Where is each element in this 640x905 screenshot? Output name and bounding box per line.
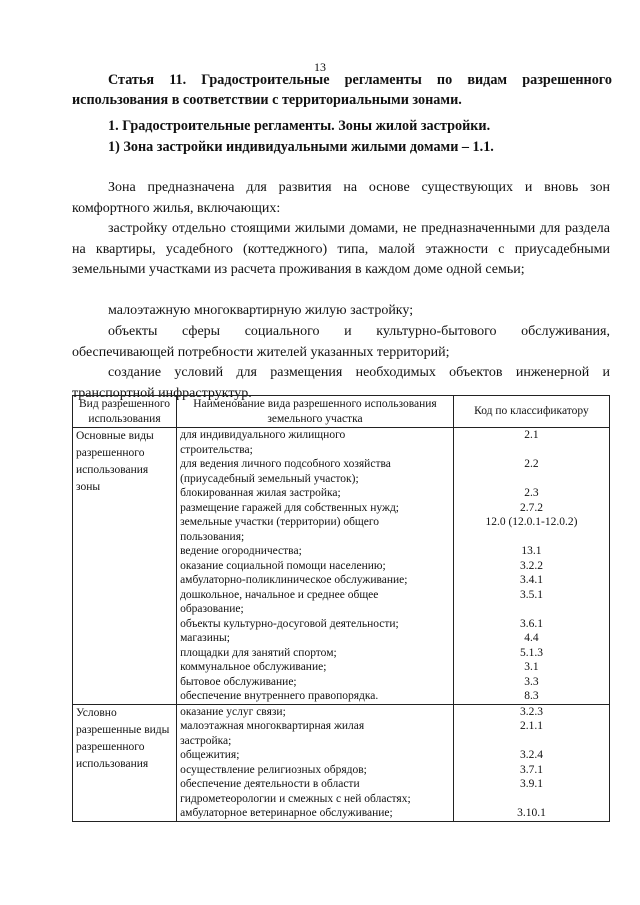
use-name-line: общежития;	[180, 749, 240, 761]
use-name-line: амбулаторно-поликлиническое обслуживание;	[180, 574, 408, 586]
classifier-code: 3.2.4	[519, 749, 543, 761]
use-name-line: для ведения личного подсобного хозяйства	[180, 458, 391, 470]
classifier-code: 3.2.2	[519, 559, 543, 572]
use-name-line: застройка;	[180, 734, 232, 747]
classifier-code: 2.3	[524, 487, 539, 499]
classifier-code: 3.5.1	[519, 588, 543, 601]
code-spacer	[457, 734, 606, 749]
code-spacer	[457, 530, 606, 545]
classifier-code: 4.4	[524, 632, 539, 644]
classifier-code: 12.0 (12.0.1-12.0.2)	[485, 516, 578, 528]
header-use-name: Наименование вида разрешенного использования земельного участка	[177, 396, 454, 428]
use-type-cell: Основные виды разрешенного использования зоны	[73, 428, 177, 705]
list-item-infrastructure: создание условий для размещения необходимых объектов инженерной и транспортной инфраструктур.	[72, 365, 610, 401]
use-names-cell	[177, 428, 454, 705]
table-header-row	[73, 396, 610, 428]
classifier-code: 2.1.1	[519, 720, 543, 732]
classifier-code: 3.10.1	[517, 807, 546, 819]
article-title: Статья 11. Градостроительные регламенты по видам разрешенного использования в соответствии с территориальными зонами.	[72, 72, 612, 108]
regulations-table	[72, 395, 610, 822]
use-name-line: бытовое обслуживание;	[180, 675, 297, 688]
code-spacer	[457, 602, 606, 617]
classifier-code: 3.1	[524, 661, 539, 673]
use-name-line: обеспечение внутреннего правопорядка.	[180, 690, 379, 702]
section-title: 1. Градостроительные регламенты. Зоны жилой застройки.	[108, 118, 491, 134]
zone-title: 1) Зона застройки индивидуальными жилыми домами – 1.1.	[108, 139, 494, 155]
list-item-detached-housing: застройку отдельно стоящими жилыми домами, не предназначенными для раздела на квартиры, усадебного (коттеджного) типа, малой этажности с приусадебными земельными участками из расчета проживания в каждом доме одной семьи;	[72, 221, 610, 277]
table-row	[73, 704, 610, 821]
table-row	[73, 428, 610, 705]
classifier-code: 3.4.1	[519, 574, 543, 586]
classifier-code: 8.3	[524, 690, 539, 702]
use-names-cell	[177, 704, 454, 821]
use-name-line: объекты культурно-досуговой деятельности;	[180, 617, 399, 630]
list-item-social-facilities: объекты сферы социального и культурно-бытового обслуживания, обеспечивающей потребности жителей указанных территорий;	[72, 324, 610, 360]
table-body	[73, 428, 610, 822]
use-name-line: земельные участки (территории) общего	[180, 516, 380, 528]
list-item-lowrise-housing: малоэтажную многоквартирную жилую застройку;	[108, 303, 414, 318]
use-name-line: строительства;	[180, 443, 253, 456]
use-name-line: осуществление религиозных обрядов;	[180, 763, 367, 776]
classifier-code: 3.9.1	[519, 778, 543, 790]
use-name-line: ведение огородничества;	[180, 545, 302, 557]
use-name-line: площадки для занятий спортом;	[180, 646, 337, 659]
use-name-line: гидрометеорологии и смежных с ней областях;	[180, 792, 411, 805]
page-number: 13	[314, 60, 326, 74]
header-classifier-code: Код по классификатору	[453, 396, 609, 428]
use-name-line: оказание социальной помощи населению;	[180, 559, 386, 572]
use-name-line: коммунальное обслуживание;	[180, 661, 327, 673]
codes-cell	[453, 704, 609, 821]
classifier-code: 2.2	[524, 458, 539, 470]
classifier-code: 3.7.1	[519, 763, 543, 776]
use-name-line: (приусадебный земельный участок);	[180, 472, 359, 485]
use-name-line: магазины;	[180, 632, 230, 644]
classifier-code: 3.3	[524, 675, 539, 688]
use-name-line: размещение гаражей для собственных нужд;	[180, 501, 399, 514]
header-use-type: Вид разрешенного использования	[73, 396, 177, 428]
use-type-cell: Условно разрешенные виды разрешенного использования	[73, 704, 177, 821]
codes-cell	[453, 428, 609, 705]
use-name-line: малоэтажная многоквартирная жилая	[180, 720, 365, 732]
use-name-line: для индивидуального жилищного	[180, 429, 346, 441]
code-spacer	[457, 472, 606, 487]
use-name-line: амбулаторное ветеринарное обслуживание;	[180, 807, 393, 819]
classifier-code: 3.2.3	[519, 705, 543, 718]
use-name-line: блокированная жилая застройка;	[180, 487, 341, 499]
classifier-code: 2.1	[524, 429, 539, 441]
use-name-line: образование;	[180, 603, 244, 615]
classifier-code: 2.7.2	[519, 501, 543, 514]
classifier-code: 13.1	[521, 545, 542, 557]
code-spacer	[457, 792, 606, 807]
classifier-code: 5.1.3	[519, 646, 543, 659]
use-name-line: пользования;	[180, 530, 245, 543]
use-name-line: оказание услуг связи;	[180, 705, 286, 718]
classifier-code: 3.6.1	[519, 617, 543, 630]
intro-paragraph: Зона предназначена для развития на основе существующих и вновь зон комфортного жилья, включающих:	[72, 180, 610, 216]
use-name-line: дошкольное, начальное и среднее общее	[180, 588, 379, 601]
code-spacer	[457, 443, 606, 458]
use-name-line: обеспечение деятельности в области	[180, 778, 360, 790]
